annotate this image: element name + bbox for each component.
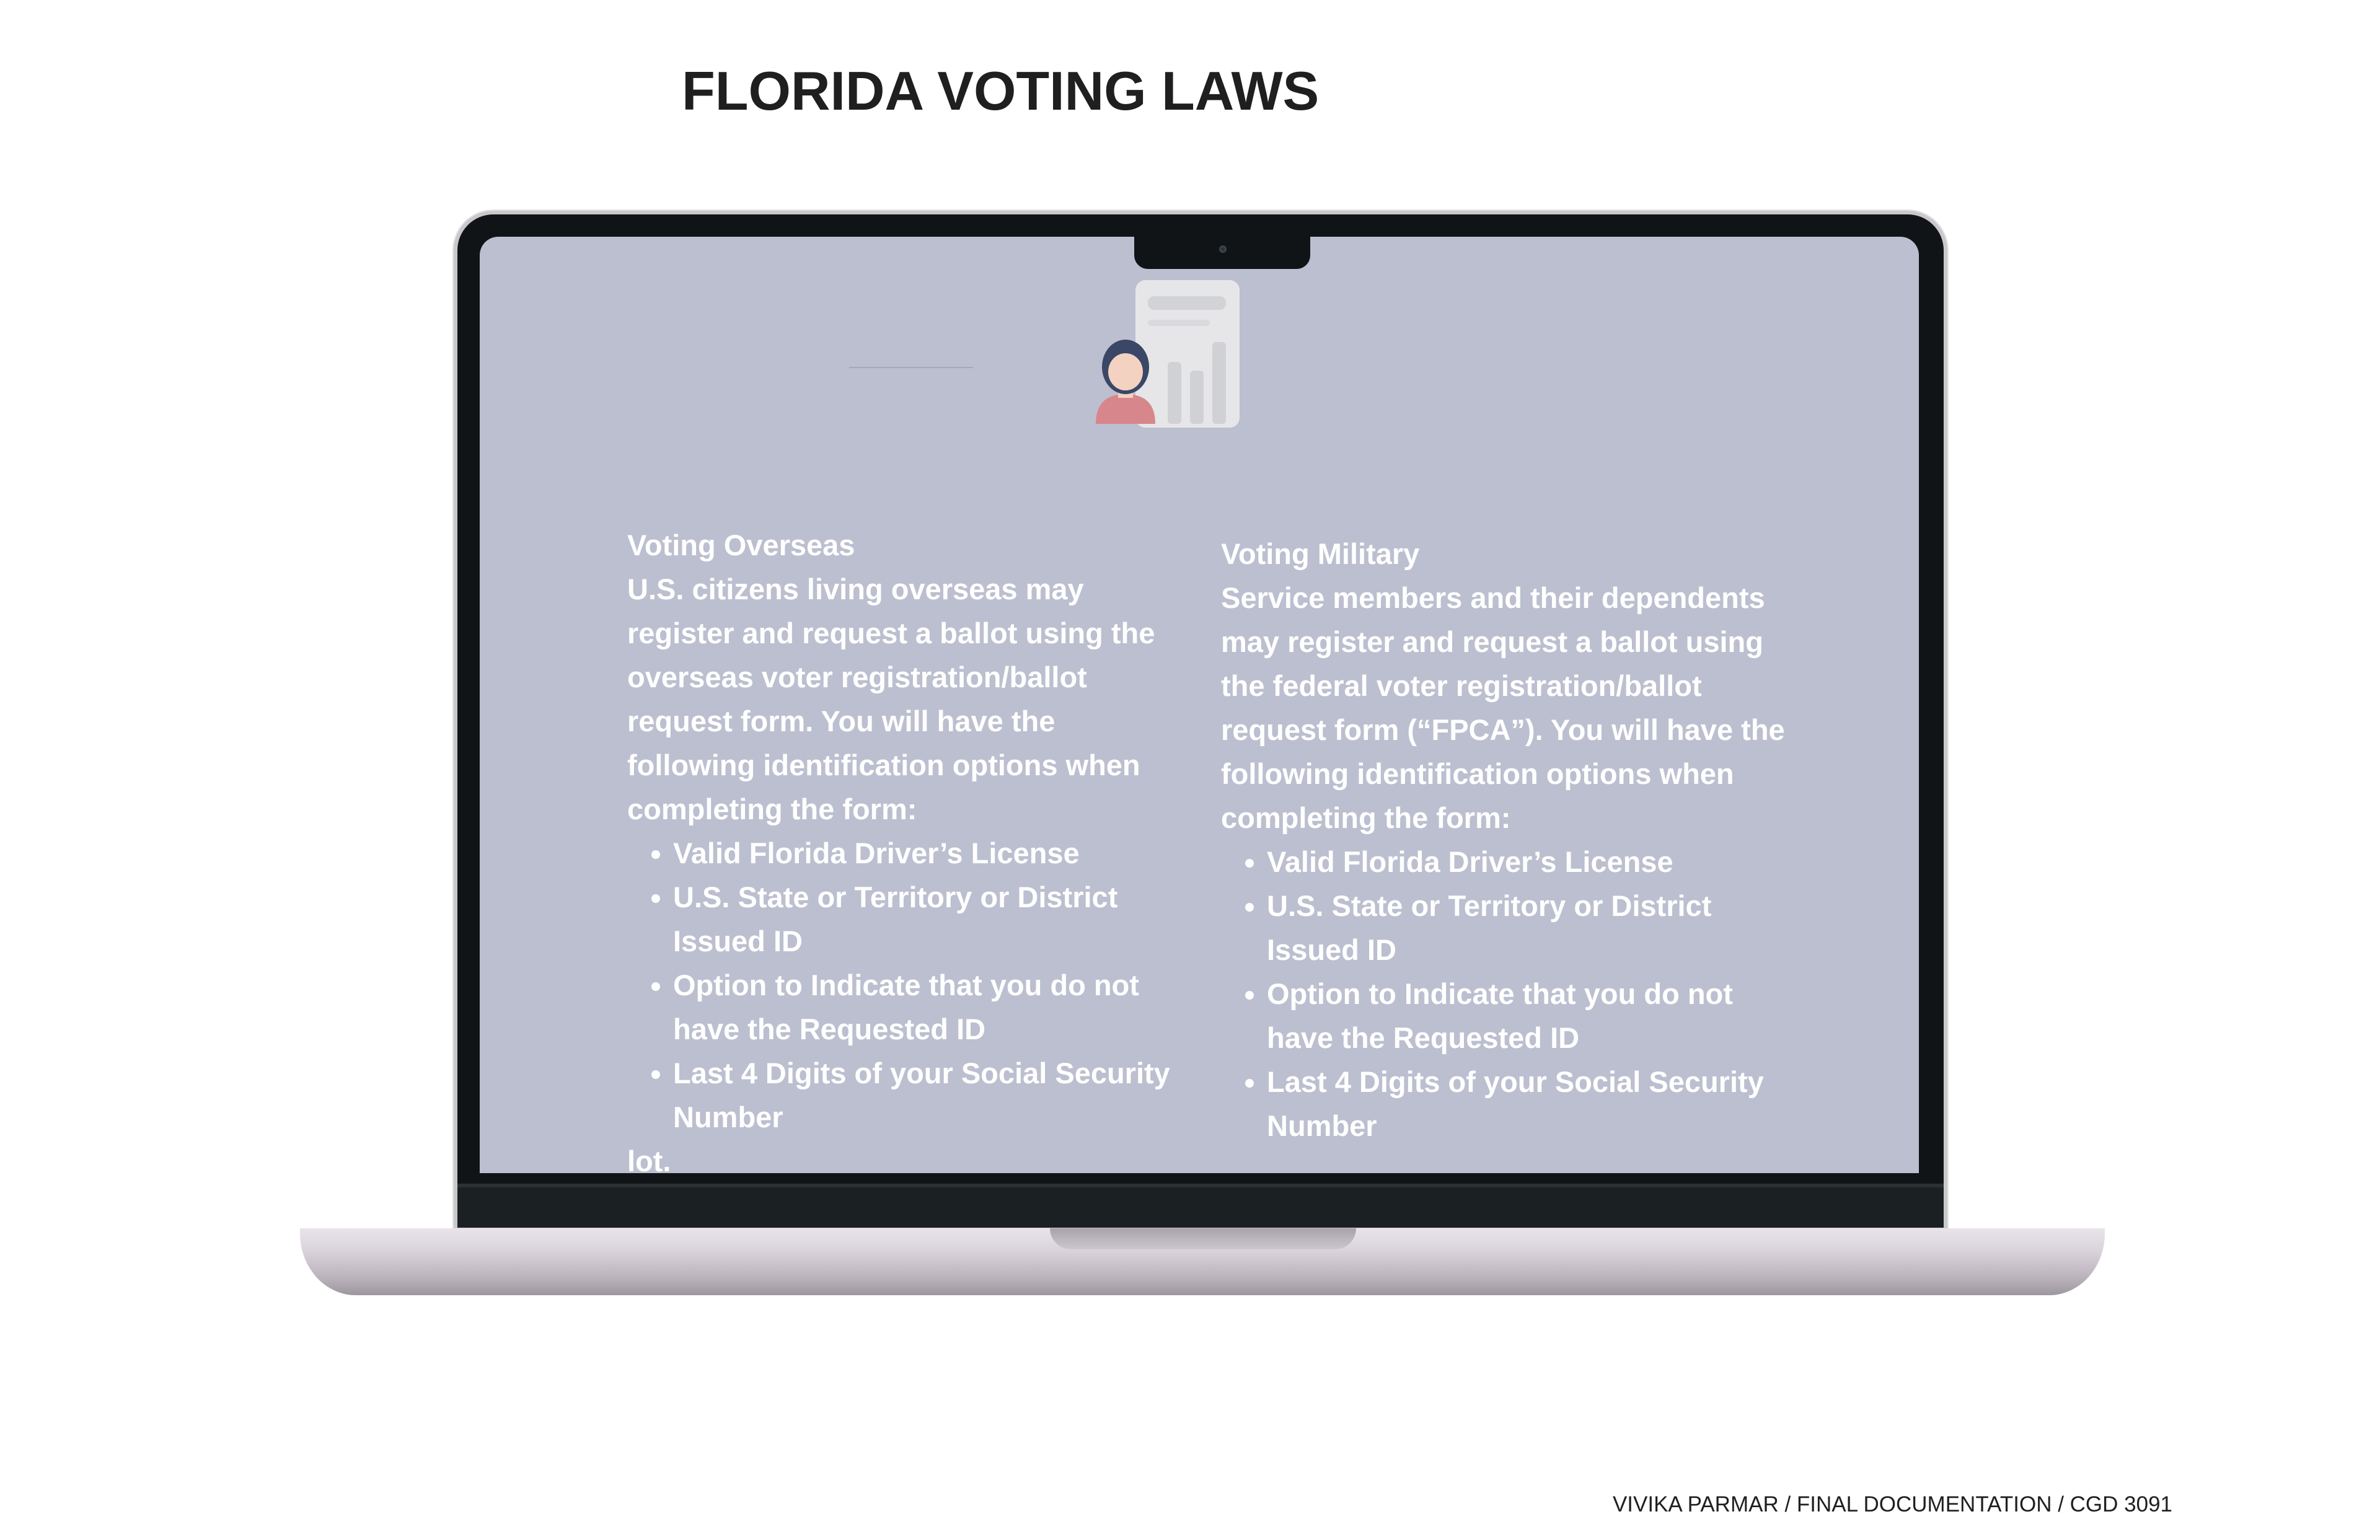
list-item: • Valid Florida Driver’s License	[673, 831, 1185, 875]
list-item: • Option to Indicate that you do not have the Requested ID	[673, 963, 1185, 1051]
voting-military-section	[1221, 532, 1797, 1148]
voting-military-body: Service members and their dependents may register and request a ballot using the federal voter registration/ballot request form (“FPCA”). You will have the following identification options when completing the form:	[1221, 581, 1785, 834]
faint-mark	[849, 367, 973, 372]
voting-overseas-body: U.S. citizens living overseas may register and request a ballot using the overseas voter registration/ballot request form. You will have the following identification options when completing the form:	[627, 573, 1155, 825]
footer-credit: VIVIKA PARMAR / FINAL DOCUMENTATION / CGD 3091	[1612, 1492, 2172, 1516]
list-item: • Last 4 Digits of your Social Security Number	[673, 1051, 1185, 1139]
page-title: FLORIDA VOTING LAWS	[682, 60, 1320, 121]
list-item: • U.S. State or Territory or District Issued ID	[673, 875, 1185, 963]
camera-icon	[1219, 245, 1227, 253]
trackpad-notch	[1050, 1228, 1356, 1249]
voting-overseas-id-list	[627, 831, 1185, 1139]
laptop-base	[300, 1228, 2105, 1295]
voting-overseas-tail-text: lot.	[627, 1145, 671, 1177]
voter-with-ballot-chart-icon	[1069, 258, 1242, 431]
voting-military-heading: Voting Military	[1221, 537, 1420, 570]
voting-military-id-list	[1221, 840, 1797, 1148]
list-item: • Option to Indicate that you do not have the Requested ID	[1267, 972, 1797, 1060]
list-item: • Last 4 Digits of your Social Security Number	[1267, 1060, 1797, 1148]
list-item: • Valid Florida Driver’s License	[1267, 840, 1797, 884]
voting-overseas-heading: Voting Overseas	[627, 529, 855, 561]
list-item: • U.S. State or Territory or District Issued ID	[1267, 884, 1797, 972]
voting-overseas-section	[627, 523, 1185, 1183]
lid-chin	[457, 1184, 1944, 1228]
